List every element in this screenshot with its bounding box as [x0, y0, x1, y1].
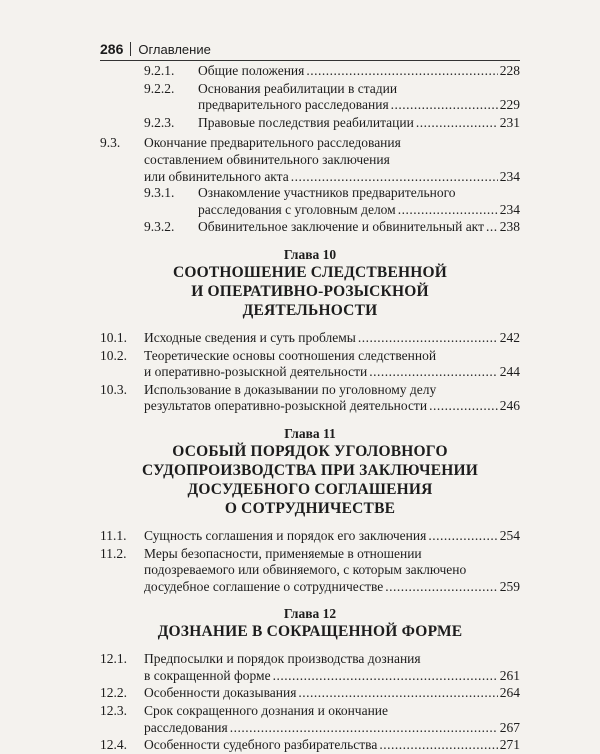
- dot-leader: [369, 364, 498, 381]
- toc-page-number: 261: [499, 667, 520, 683]
- toc-entry-title: Окончание предварительного расследования: [144, 135, 401, 151]
- chapter-label: Глава 11: [284, 425, 336, 441]
- toc-entry[interactable]: [100, 737, 520, 754]
- toc-entry[interactable]: [100, 703, 520, 736]
- toc-entry-number: 10.2.: [100, 347, 127, 363]
- toc-page-number: 264: [499, 685, 520, 701]
- toc-page-number: 234: [499, 168, 520, 184]
- toc-entry-number: 9.2.3.: [144, 114, 175, 130]
- toc-entry-number: 11.2.: [100, 545, 127, 561]
- dot-leader: [298, 685, 497, 702]
- toc-entry-title: расследования: [144, 719, 228, 735]
- toc-entry-title: расследования с уголовным делом: [198, 201, 396, 217]
- toc-entry-title: Меры безопасности, применяемые в отношении: [144, 545, 422, 561]
- toc-entry[interactable]: [100, 185, 520, 218]
- toc-entry-number: 9.3.: [100, 135, 121, 151]
- toc-entry[interactable]: [100, 219, 520, 236]
- chapter-label: Глава 10: [283, 246, 337, 262]
- toc-page-number: 231: [499, 114, 520, 130]
- toc-entry-number: 12.3.: [100, 703, 127, 719]
- toc-entry-title: Сущность соглашения и порядок его заключения: [144, 527, 427, 543]
- toc-entry-number: 9.2.2.: [144, 80, 175, 96]
- toc-entry-number: 9.3.2.: [144, 219, 175, 235]
- toc-entry-title: и оперативно-розыскной деятельности: [144, 364, 368, 380]
- chapter-title-line: ДОЗНАНИЕ В СОКРАЩЕННОЙ ФОРМЕ: [157, 623, 463, 641]
- dot-leader: [391, 97, 498, 114]
- running-title: Оглавление: [138, 41, 211, 57]
- toc-entry-title: результатов оперативно-розыскной деятельности: [144, 398, 428, 414]
- toc-page-number: 242: [499, 329, 520, 345]
- toc-entry-number: 12.1.: [100, 651, 127, 667]
- toc-entry-title: Обвинительное заключение и обвинительный акт: [198, 219, 484, 235]
- toc-entry-number: 10.1.: [100, 329, 127, 345]
- toc-page-number: 234: [499, 201, 520, 217]
- toc-entry-number: 12.2.: [100, 685, 127, 701]
- dot-leader: [230, 720, 498, 737]
- toc-block-9-2: [100, 63, 520, 131]
- toc-entry[interactable]: [100, 135, 520, 185]
- toc-entry[interactable]: [100, 81, 520, 114]
- chapter-11-entries: [100, 528, 520, 595]
- page-number: 286: [100, 41, 124, 57]
- toc-entry-title: Исходные сведения и суть проблемы: [144, 329, 356, 345]
- chapter-title-line: ОСОБЫЙ ПОРЯДОК УГОЛОВНОГО: [172, 442, 448, 460]
- toc-entry-title: Особенности доказывания: [144, 685, 297, 701]
- chapter-title-line: СООТНОШЕНИЕ СЛЕДСТВЕННОЙ: [172, 263, 448, 281]
- toc-page-number: 254: [499, 527, 520, 543]
- dot-leader: [358, 330, 498, 347]
- toc-entry[interactable]: [100, 63, 520, 80]
- toc-entry-title: Теоретические основы соотношения следственной: [144, 347, 437, 363]
- toc-entry-title: подозреваемого или обвиняемого, с которым заключено: [144, 562, 467, 578]
- toc-entry-number: 9.2.1.: [144, 63, 175, 78]
- toc-page-number: 238: [499, 219, 520, 235]
- toc-entry[interactable]: [100, 382, 520, 415]
- running-header: [100, 38, 520, 61]
- chapter-10-entries: [100, 330, 520, 415]
- chapter-11-heading: [100, 426, 520, 518]
- dot-leader: [416, 115, 498, 132]
- chapter-title-line: ДЕЯТЕЛЬНОСТИ: [242, 301, 378, 319]
- dot-leader: [379, 737, 497, 754]
- chapter-title-line: О СОТРУДНИЧЕСТВЕ: [224, 499, 396, 517]
- toc-block-9-3: [100, 135, 520, 185]
- chapter-12-entries: [100, 651, 520, 754]
- toc-entry-title: досудебное соглашение о сотрудничестве: [144, 578, 384, 594]
- chapter-12-heading: [100, 606, 520, 641]
- toc-entry-title: Основания реабилитации в стадии: [198, 80, 398, 96]
- toc-entry-number: 11.1.: [100, 527, 127, 543]
- toc-entry-number: 12.4.: [100, 737, 127, 753]
- toc-page-number: 229: [499, 97, 520, 113]
- toc-entry-title: Ознакомление участников предварительного: [198, 185, 456, 201]
- toc-body: [100, 63, 520, 754]
- toc-entry[interactable]: [100, 685, 520, 702]
- dot-leader: [273, 668, 498, 685]
- dot-leader: [428, 528, 497, 545]
- toc-entry-title: составлением обвинительного заключения: [144, 151, 390, 167]
- toc-page-number: 228: [499, 63, 520, 78]
- toc-page-number: 267: [499, 719, 520, 735]
- toc-entry-title: Общие положения: [198, 63, 305, 78]
- toc-entry-title: Правовые последствия реабилитации: [198, 114, 414, 130]
- toc-page-number: 244: [499, 364, 520, 380]
- toc-entry[interactable]: [100, 115, 520, 132]
- toc-entry-title: Срок сокращенного дознания и окончание: [144, 703, 389, 719]
- toc-entry-title: в сокращенной форме: [144, 667, 271, 683]
- toc-entry-title: Предпосылки и порядок производства дознания: [144, 651, 421, 667]
- toc-entry[interactable]: [100, 546, 520, 596]
- chapter-10-heading: [100, 247, 520, 320]
- toc-entry-number: 10.3.: [100, 381, 127, 397]
- toc-entry-title: Особенности судебного разбирательства: [144, 737, 378, 753]
- chapter-title-line: СУДОПРОИЗВОДСТВА ПРИ ЗАКЛЮЧЕНИИ: [141, 461, 479, 479]
- chapter-label: Глава 12: [283, 606, 337, 622]
- toc-entry[interactable]: [100, 528, 520, 545]
- toc-entry-number: 9.3.1.: [144, 185, 175, 201]
- chapter-title-line: И ОПЕРАТИВНО-РОЗЫСКНОЙ: [191, 282, 429, 300]
- dot-leader: [291, 169, 498, 186]
- toc-entry-title: предварительного расследования: [198, 97, 389, 113]
- header-separator: [130, 42, 131, 56]
- dot-leader: [385, 579, 497, 596]
- toc-page-number: 271: [499, 737, 520, 753]
- chapter-title-line: ДОСУДЕБНОГО СОГЛАШЕНИЯ: [187, 480, 433, 498]
- toc-entry[interactable]: [100, 651, 520, 684]
- toc-block-9-3-sub: [100, 185, 520, 236]
- toc-page-number: 246: [499, 398, 520, 414]
- dot-leader: [398, 202, 498, 219]
- toc-entry[interactable]: [100, 348, 520, 381]
- dot-leader: [429, 398, 498, 415]
- dot-leader: [306, 63, 497, 80]
- toc-entry[interactable]: [100, 330, 520, 347]
- toc-entry-title: Использование в доказывании по уголовному делу: [144, 381, 437, 397]
- toc-entry-title: или обвинительного акта: [144, 168, 289, 184]
- toc-page-number: 259: [499, 578, 520, 594]
- dot-leader: [486, 219, 498, 236]
